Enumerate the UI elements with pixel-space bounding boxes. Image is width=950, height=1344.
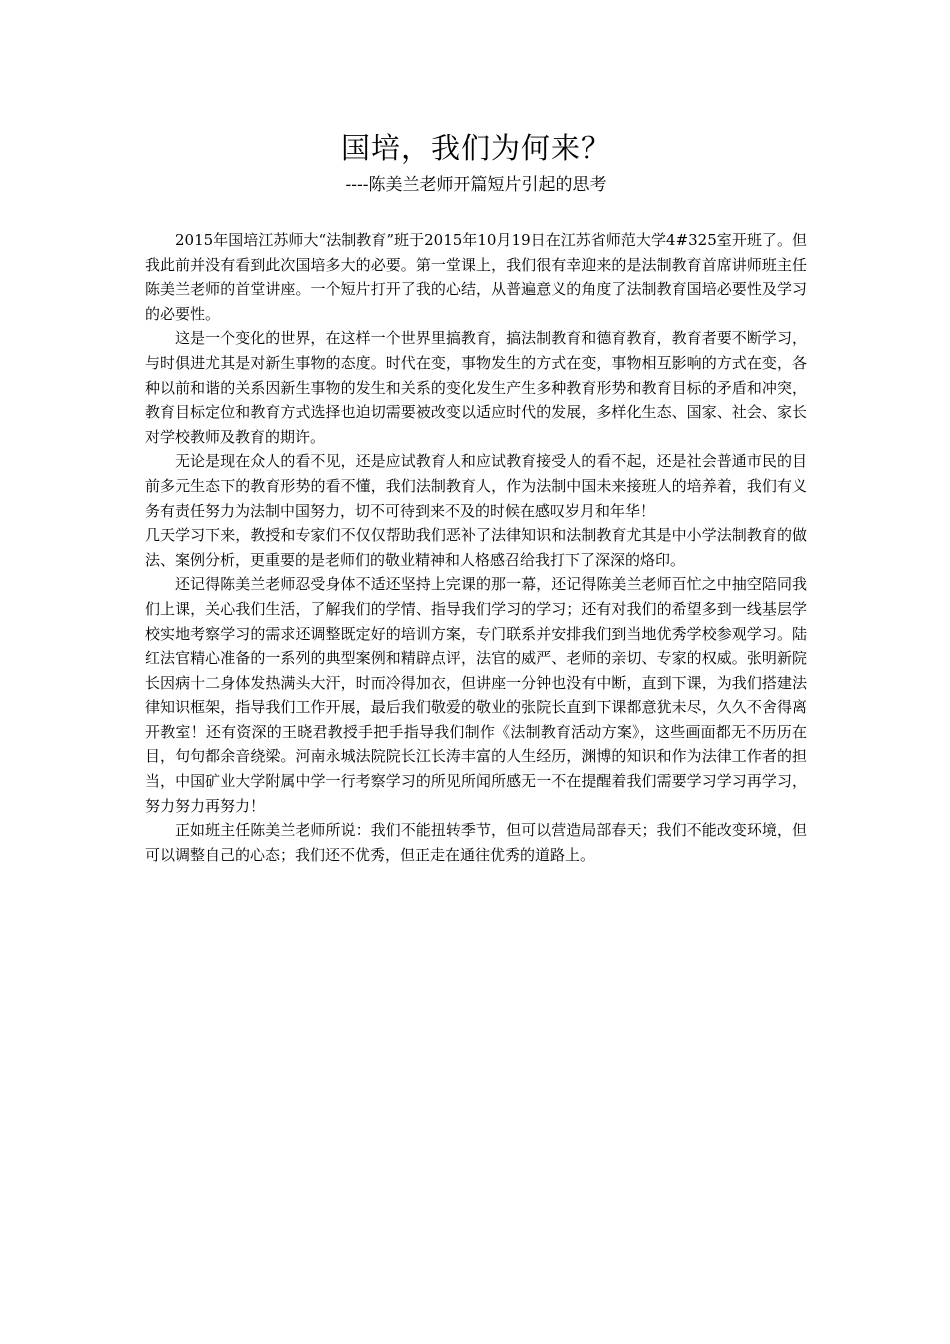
paragraph-5: 还记得陈美兰老师忍受身体不适还坚持上完课的那一幕，还记得陈美兰老师百忙之中抽空陪同我们上课，关心我们生活，了解我们的学情、指导我们学习的学习；还有对我们的希望多到一线基层学校实地考察学习的需求还调整既定好的培训方案，专门联系并安排我们到当地优秀学校参观学习。陆红法官精心准备的一系列的典型案例和精辟点评，法官的威严、老师的亲切、专家的权威。张明新院长因病十二身体发热满头大汗，时而冷得加衣，但讲座一分钟也没有中断，直到下课，为我们搭建法律知识框架，指导我们工作开展，最后我们敬爱的敬业的张院长直到下课都意犹未尽，久久不舍得离开教室！还有资深的王晓君教授手把手指导我们制作《法制教育活动方案》，这些画面都无不历历在目，句句都余音绕梁。河南永城法院院长江长涛丰富的人生经历，渊博的知识和作为法律工作者的担当，中国矿业大学附属中学一行考察学习的所见所闻所感无一不在提醒着我们需要学习学习再学习，努力努力再努力！ (145, 575, 807, 815)
paragraph-4: 几天学习下来，教授和专家们不仅仅帮助我们恶补了法律知识和法制教育尤其是中小学法制教育的做法、案例分析，更重要的是老师们的敬业精神和人格感召给我打下了深深的烙印。 (145, 526, 807, 569)
document-subtitle: ----陈美兰老师开篇短片引起的思考 (345, 175, 607, 195)
paragraph-1: 2015年国培江苏师大“法制教育”班于2015年10月19日在江苏省师范大学4#325室开班了。但我此前并没有看到此次国培多大的必要。第一堂课上，我们很有幸迎来的是法制教育首席讲师班主任陈美兰老师的首堂讲座。一个短片打开了我的心结，从普遍意义的角度了法制教育国培必要性及学习的必要性。 (145, 231, 807, 323)
document-body (145, 228, 807, 867)
paragraph-6: 正如班主任陈美兰老师所说：我们不能扭转季节，但可以营造局部春天；我们不能改变环境，但可以调整自己的心态；我们还不优秀，但正走在通往优秀的道路上。 (145, 821, 807, 864)
paragraph-3: 无论是现在众人的看不见，还是应试教育人和应试教育接受人的看不起，还是社会普通市民的目前多元生态下的教育形势的看不懂，我们法制教育人，作为法制中国未来接班人的培养着，我们有义务有责任努力为法制中国努力，切不可待到来不及的时候在感叹岁月和年华！ (145, 452, 807, 520)
document-title: 国培，我们为何来？ (340, 131, 611, 165)
paragraph-2: 这是一个变化的世界，在这样一个世界里搞教育，搞法制教育和德育教育，教育者要不断学习，与时俱进尤其是对新生事物的态度。时代在变，事物发生的方式在变，事物相互影响的方式在变，各种以前和谐的关系因新生事物的发生和关系的变化发生产生多种教育形势和教育目标的矛盾和冲突，教育目标定位和教育方式选择也迫切需要被改变以适应时代的发展，多样化生态、国家、社会、家长对学校教师及教育的期许。 (145, 329, 807, 446)
document-content (145, 128, 807, 867)
